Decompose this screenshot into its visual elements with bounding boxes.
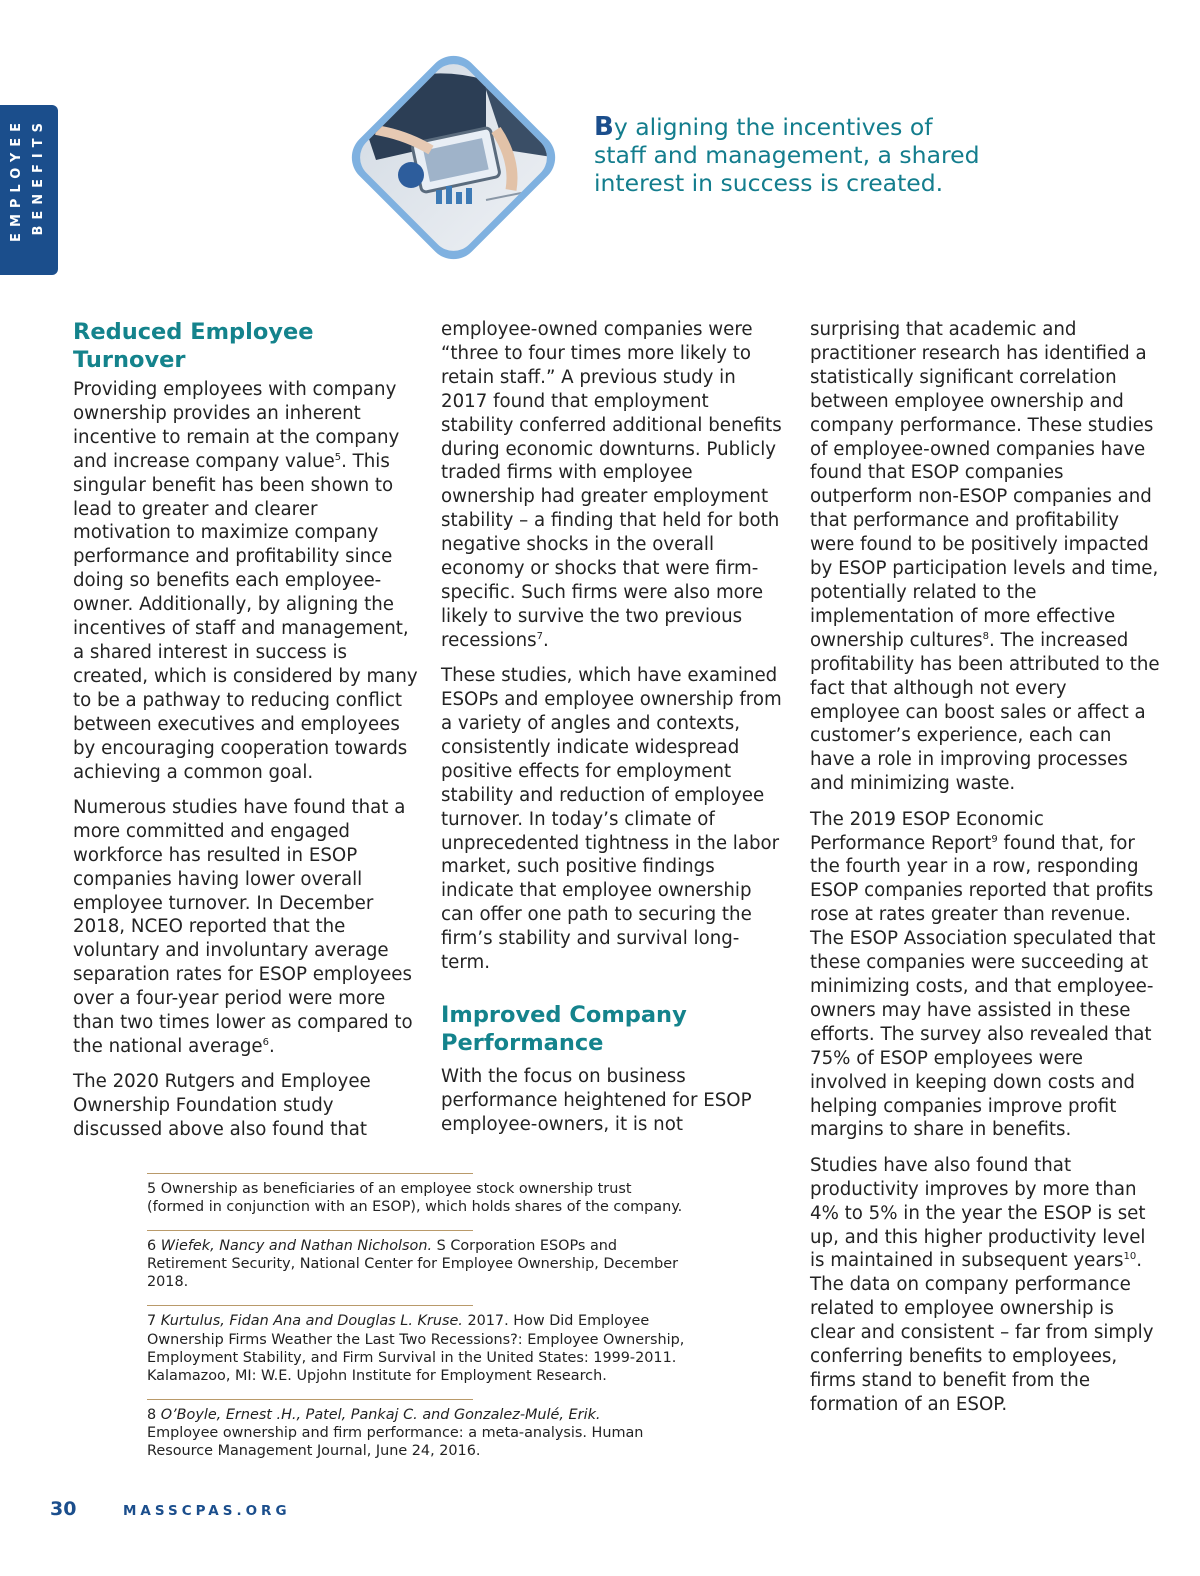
footnote-7: 7 Kurtulus, Fidan Ana and Douglas L. Kruse. 2017. How Did Employee Ownership Firms Weather the Last Two Recessions?: Employee Ownership, Employment Stability, and Firm Survival in the United States: 1999-2011. Kalamazoo, MI: W.E. Upjohn Institute for Employment Research. xyxy=(147,1313,685,1384)
footnote-ref: 5 xyxy=(334,451,342,463)
footnote-6: 6 Wiefek, Nancy and Nathan Nicholson. S Corporation ESOPs and Retirement Security, National Center for Employee Ownership, December 2018. xyxy=(147,1238,679,1291)
paragraph: With the focus on business performance heightened for ESOP employee-owners, it is not xyxy=(441,1065,752,1135)
paragraph: Providing employees with company ownership provides an inherent incentive to remain at the company and increase company value$^5$. This singular benefit has been shown to lead to greater and clearer motivation to maximize company performance and profitability since doing so benefits each employee-owner. Additionally, by aligning the incentives of staff and management, a shared interest in success is created, which is considered by many to be a pathway to reducing conflict between executives and employees by encouraging cooperation towards achieving a common goal. xyxy=(73,379,418,783)
footnote-ref: 8 xyxy=(982,630,989,642)
paragraph: The 2019 ESOP Economic Performance Report$^9$ found that, for the fourth year in a row, responding ESOP companies reported that profits rose at rates greater than revenue. The ESOP Association speculated that these companies were succeeding at minimizing costs, and that employee-owners may have assisted in these efforts. The survey also revealed that 75% of ESOP employees were involved in keeping down costs and helping companies improve profit margins to share in benefits. xyxy=(810,808,1156,1141)
paragraph: The 2020 Rutgers and Employee Ownership Foundation study discussed above also found that xyxy=(73,1071,371,1141)
section-tab xyxy=(0,105,58,275)
pull-quote-dropcap: B xyxy=(594,112,614,142)
footnote-ref: 7 xyxy=(536,630,543,642)
column-right xyxy=(810,318,1160,1428)
paragraph: Studies have also found that productivity improves by more than 4% to 5% in the year the ESOP is set up, and this higher productivity level is maintained in subsequent years$^{10}$. The data on company performance related to employee ownership is clear and consistent – far from simply conferring benefits to employees, firms stand to benefit from the formation of an ESOP. xyxy=(810,1154,1154,1415)
footnote-5: 5 Ownership as beneficiaries of an employee stock ownership trust (formed in conjunction with an ESOP), which holds shares of the company. xyxy=(147,1181,683,1216)
paragraph: employee-owned companies were “three to four times more likely to retain staff.” A previous study in 2017 found that employment stability conferred additional benefits during economic downturns. Publicly traded firms with employee ownership had greater employment stability – a finding that held for both negative shocks in the overall economy or shocks that were firm-specific. Such firms were also more likely to survive the two previous recessions$^7$. xyxy=(441,319,782,651)
footnote-8: 8 O’Boyle, Ernest .H., Patel, Pankaj C. and Gonzalez-Mulé, Erik. Employee ownership and firm performance: a meta-analysis. Human Resource Management Journal, June 24, 2016. xyxy=(147,1406,644,1460)
business-meeting-photo xyxy=(336,40,571,275)
pull-quote-line: interest in success is created. xyxy=(594,169,944,197)
footnote-ref: 6 xyxy=(262,1036,269,1048)
footnotes xyxy=(147,1173,687,1460)
paragraph: surprising that academic and practitioner research has identified a statistically significant correlation between employee ownership and company performance. These studies of employee-owned companies have found that ESOP companies outperform non-ESOP companies and that performance and profitability were found to be positively impacted by ESOP participation levels and time, potentially related to the implementation of more effective ownership cultures$^8$. The increased profitability has been attributed to the fact that although not every employee can boost sales or affect a customer’s experience, each can have a role in improving processes and minimizing waste. xyxy=(810,319,1160,795)
heading-improved-company-performance: Improved Company Performance xyxy=(441,1001,687,1056)
section-tab-line2: BENEFITS xyxy=(31,117,46,236)
footnote-ref: 9 xyxy=(991,833,998,845)
footnote-ref: 10 xyxy=(1123,1251,1137,1263)
pull-quote-line: staff and management, a shared xyxy=(594,141,980,169)
paragraph: These studies, which have examined ESOPs and employee ownership from a variety of angles and contexts, consistently indicate widespread positive effects for employment stability and reduction of employee turnover. In today’s climate of unprecedented tightness in the labor market, such positive findings indicate that employee ownership can offer one path to securing the firm’s stability and survival long-term. xyxy=(441,665,782,974)
paragraph: Numerous studies have found that a more committed and engaged workforce has resulted in ESOP companies having lower overall employee turnover. In December 2018, NCEO reported that the voluntary and involuntary average separation rates for ESOP employees over a four-year period were more than two times lower as compared to the national average$^6$. xyxy=(73,796,413,1057)
page-number: 30 xyxy=(50,1498,77,1520)
section-tab-line1: EMPLOYEE xyxy=(9,117,24,242)
site-url: MASSCPAS.ORG xyxy=(123,1503,291,1519)
pull-quote xyxy=(594,113,1014,197)
column-middle xyxy=(441,318,786,1148)
heading-reduced-employee-turnover: Reduced Employee Turnover xyxy=(73,319,314,373)
column-left xyxy=(73,318,418,1154)
pull-quote-line: y aligning the incentives of xyxy=(613,113,933,141)
